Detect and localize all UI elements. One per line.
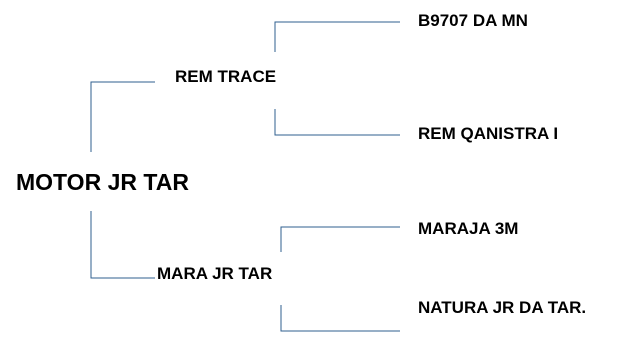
connector-root-to-mara [91,211,155,278]
connector-root-to-rem-trace [91,82,155,152]
leaf-node-rem-qanistra: REM QANISTRA I [418,124,559,143]
leaf-node-b9707: B9707 DA MN [418,11,528,30]
leaf-node-natura: NATURA JR DA TAR. [418,298,587,317]
connector-mara-to-natura [281,305,400,331]
connector-mara-to-maraja [281,227,400,252]
branch-node-rem-trace: REM TRACE [175,67,277,86]
connector-rem-trace-to-rem-qanistra [275,109,400,135]
root-node: MOTOR JR TAR [16,169,189,195]
leaf-node-maraja: MARAJA 3M [418,219,519,238]
connector-rem-trace-to-b9707 [275,22,400,52]
branch-node-mara: MARA JR TAR [157,264,273,283]
